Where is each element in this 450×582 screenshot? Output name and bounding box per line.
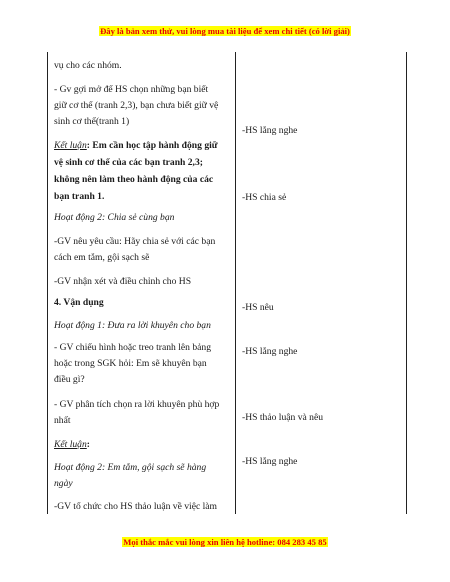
- student-line: -HS chia sẻ: [242, 192, 287, 203]
- teacher-line: - GV chiếu hình hoặc treo tranh lên bảng: [54, 342, 212, 353]
- conclusion-line: bạn tranh 1.: [54, 191, 105, 202]
- header-notice: Đây là bản xem thử, vui lòng mua tài liệu để xem chi tiết (có lời giải): [100, 26, 350, 36]
- conclusion-label: Kết luận: [54, 140, 87, 151]
- teacher-line: -GV tổ chức cho HS thảo luận về việc làm: [54, 501, 218, 512]
- teacher-line: nhất: [54, 415, 71, 426]
- student-line: -HS lắng nghe: [242, 346, 298, 357]
- teacher-line: sinh cơ thể(tranh 1): [54, 116, 130, 127]
- teacher-line: vụ cho các nhóm.: [54, 60, 122, 71]
- conclusion-line: [54, 140, 218, 152]
- teacher-line: giữ cơ thể (tranh 2,3), bạn chưa biết giữ vệ: [54, 100, 219, 111]
- student-line: -HS thảo luận và nêu: [242, 412, 323, 423]
- student-line: -HS lắng nghe: [242, 456, 298, 467]
- teacher-line: -GV nhận xét và điều chỉnh cho HS: [54, 276, 192, 287]
- section-heading: 4. Vận dụng: [54, 297, 104, 308]
- teacher-line: - Gv gợi mở để HS chọn những bạn biết: [54, 84, 209, 95]
- activity-heading: ngày: [54, 478, 73, 489]
- conclusion-text: : Em cần học tập hành động giữ: [86, 140, 218, 151]
- column-divider: [235, 52, 236, 514]
- teacher-line: - GV phân tích chọn ra lời khuyên phù hợp: [54, 399, 220, 410]
- footer-notice: Mọi thắc mắc vui lòng xin liên hệ hotline: 084 283 45 85: [123, 537, 327, 547]
- conclusion-line: không nên làm theo hành động của các: [54, 174, 214, 185]
- teacher-line: điều gì?: [54, 374, 85, 385]
- teacher-line: cách em tắm, gội sạch sẽ: [54, 252, 150, 263]
- activity-heading: Hoạt động 2: Chia sẻ cùng bạn: [54, 212, 175, 223]
- conclusion-label: Kết luận: [54, 439, 87, 450]
- conclusion-line: vệ sinh cơ thể của các bạn tranh 2,3;: [54, 157, 203, 168]
- student-line: -HS nêu: [242, 302, 274, 313]
- teacher-line: hoặc trong SGK hỏi: Em sẽ khuyên bạn: [54, 358, 207, 369]
- activity-heading: Hoạt động 1: Đưa ra lời khuyên cho bạn: [54, 320, 211, 331]
- student-line: -HS lắng nghe: [242, 125, 298, 136]
- conclusion-colon: :: [86, 439, 90, 450]
- activity-heading: Hoạt động 2: Em tắm, gội sạch sẽ hàng: [54, 462, 207, 473]
- teacher-line: -GV nêu yêu cầu: Hãy chia sẻ với các bạn: [54, 236, 216, 247]
- lesson-table: [47, 52, 407, 514]
- conclusion-line: [54, 439, 90, 451]
